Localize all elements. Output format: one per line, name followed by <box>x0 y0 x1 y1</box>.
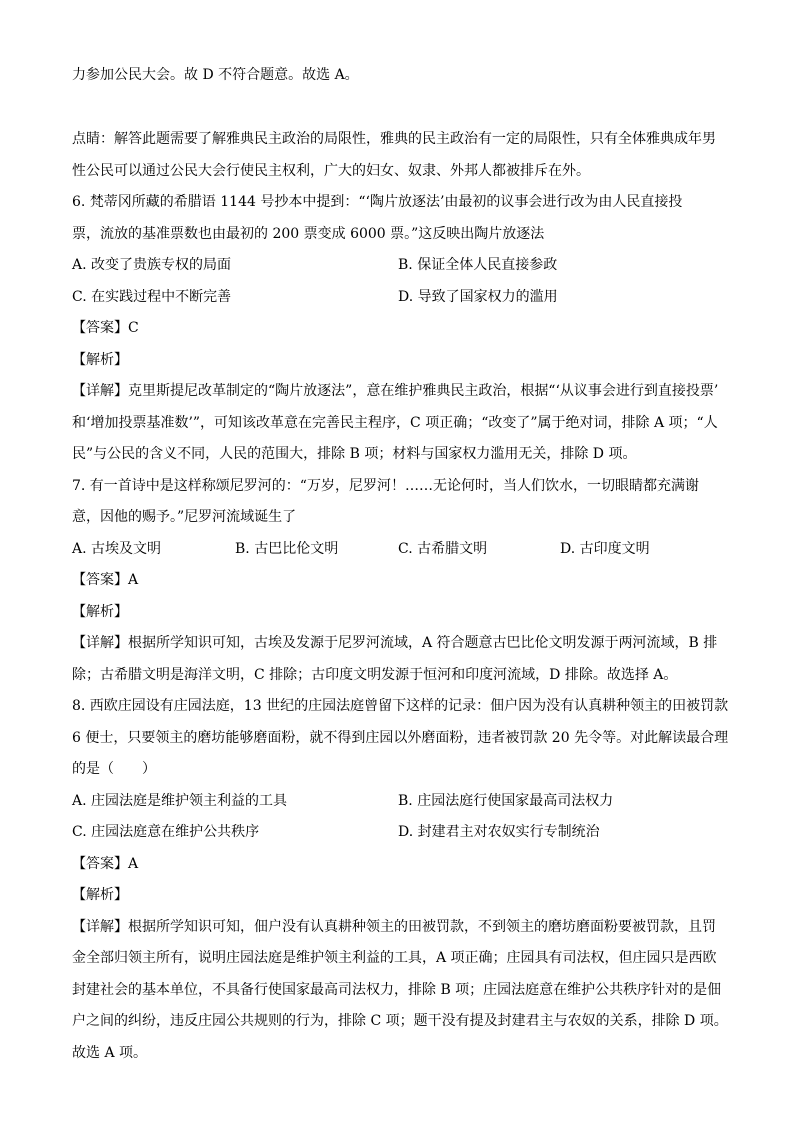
question-8-stem: 6 便士，只要领主的磨坊能够磨面粉，就不得到庄园以外磨面粉，违者被罚款 20 先令等。对此解读最合理 <box>72 730 729 746</box>
answer-label: 【答案】A <box>72 856 139 872</box>
question-8-stem: 的是（ ） <box>72 761 156 777</box>
detail-text: 故选 A 项。 <box>72 1045 148 1061</box>
detail-text: 除；古希腊文明是海洋文明，C 排除；古印度文明发源于恒河和印度河流域，D 排除。故选择 A。 <box>72 667 678 683</box>
option-a: A. 古埃及文明 <box>72 541 162 557</box>
detail-text: 民”与公民的含义不同，人民的范围大，排除 B 项；材料与国家权力滥用无关，排除 D 项。 <box>72 446 637 462</box>
option-d: D. 封建君主对农奴实行专制统治 <box>398 824 600 840</box>
question-8-stem: 8. 西欧庄园设有庄园法庭，13 世纪的庄园法庭曾留下这样的记录：佃户因为没有认真耕种领主的田被罚款 <box>72 698 729 714</box>
option-b: B. 保证全体人民直接参政 <box>398 257 558 273</box>
question-6-stem: 票，流放的基准票数也由最初的 200 票变成 6000 票。”这反映出陶片放逐法 <box>72 226 545 242</box>
option-c: C. 在实践过程中不断完善 <box>72 289 232 305</box>
option-a: A. 庄园法庭是维护领主利益的工具 <box>72 793 288 809</box>
analysis-label: 【解析】 <box>72 604 128 620</box>
detail-text: 户之间的纠纷，违反庄园公共规则的行为，排除 C 项；题干没有提及封建君主与农奴的关系，排除 D 项。 <box>72 1013 728 1029</box>
text-line: 力参加公民大会。故 D 不符合题意。故选 A。 <box>72 67 359 83</box>
option-a: A. 改变了贵族专权的局面 <box>72 257 232 273</box>
option-c: C. 庄园法庭意在维护公共秩序 <box>72 824 260 840</box>
question-7-stem: 意，因他的赐予。”尼罗河流域诞生了 <box>72 509 297 525</box>
option-b: B. 庄园法庭行使国家最高司法权力 <box>398 793 614 809</box>
detail-text: 和‘增加投票基准数’”，可知该改革意在完善民主程序，C 项正确；“改变了”属于绝对词，排除 A 项；“人 <box>72 415 718 431</box>
option-d: D. 导致了国家权力的滥用 <box>398 289 558 305</box>
analysis-label: 【解析】 <box>72 887 128 903</box>
detail-text: 【详解】根据所学知识可知，古埃及发源于尼罗河流域，A 符合题意古巴比伦文明发源于两河流域，B 排 <box>72 635 718 651</box>
detail-text: 封建社会的基本单位，不具备行使国家最高司法权力，排除 B 项；庄园法庭意在维护公共秩序针对的是佃 <box>72 982 722 998</box>
analysis-label: 【解析】 <box>72 352 128 368</box>
question-6-stem: 6. 梵蒂冈所藏的希腊语 1144 号抄本中提到：“‘陶片放逐法’由最初的议事会进行改为由人民直接投 <box>72 194 683 210</box>
option-c: C. 古希腊文明 <box>398 541 488 557</box>
option-d: D. 古印度文明 <box>560 541 650 557</box>
answer-label: 【答案】A <box>72 572 139 588</box>
detail-text: 金全部归领主所有，说明庄园法庭是维护领主利益的工具，A 项正确；庄园具有司法权，但庄园只是西欧 <box>72 950 717 966</box>
detail-text: 【详解】根据所学知识可知，佃户没有认真耕种领主的田被罚款，不到领主的磨坊磨面粉要被罚款，且罚 <box>72 919 716 935</box>
text-line: 性公民可以通过公民大会行使民主权利，广大的妇女、奴隶、外邦人都被排斥在外。 <box>72 163 590 179</box>
text-line: 点睛：解答此题需要了解雅典民主政治的局限性，雅典的民主政治有一定的局限性，只有全体雅典成年男 <box>72 131 716 147</box>
option-b: B. 古巴比伦文明 <box>235 541 339 557</box>
question-7-stem: 7. 有一首诗中是这样称颂尼罗河的：“万岁，尼罗河！……无论何时，当人们饮水，一切眼睛都充满谢 <box>72 478 699 494</box>
detail-text: 【详解】克里斯提尼改革制定的“陶片放逐法”，意在维护雅典民主政治，根据“‘从议事会进行到直接投票’ <box>72 383 719 399</box>
answer-label: 【答案】C <box>72 320 139 336</box>
